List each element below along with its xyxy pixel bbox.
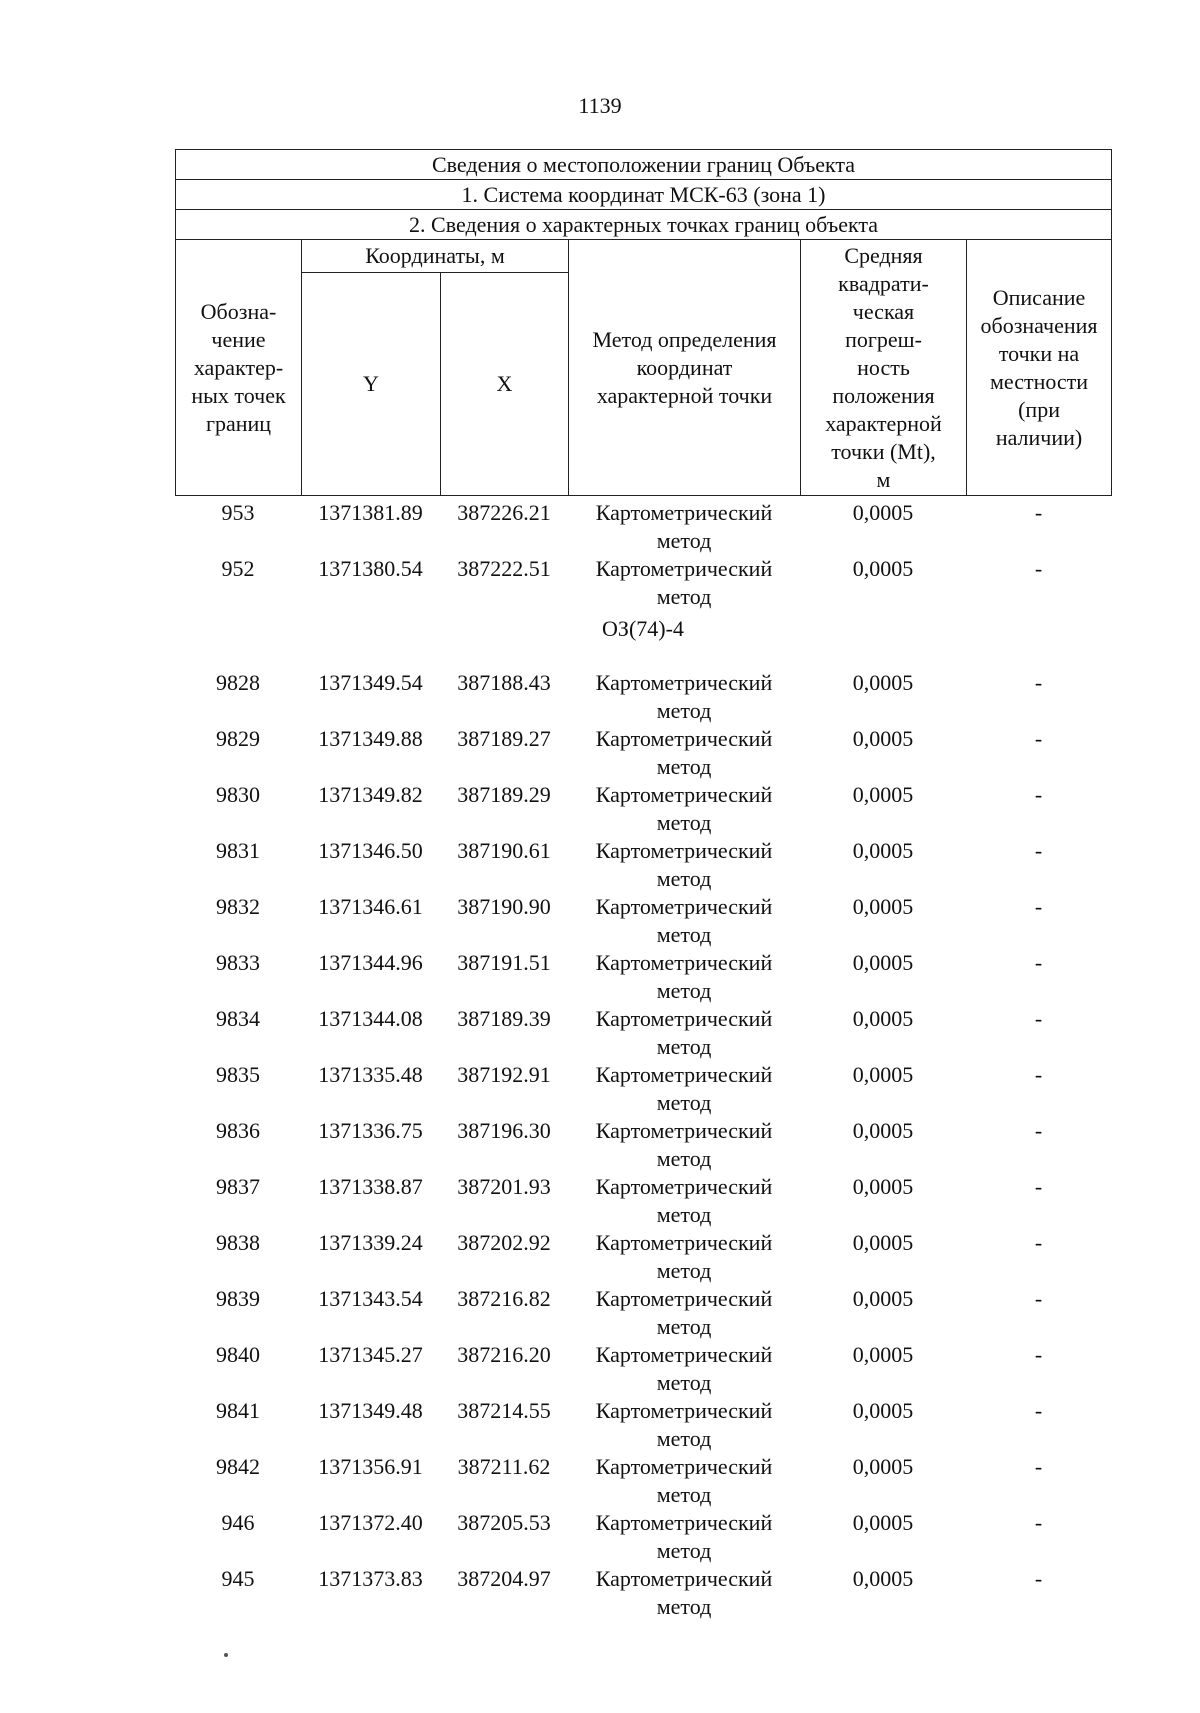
method-line: метод bbox=[656, 754, 712, 779]
section-title: 2. Сведения о характерных точках границ объекта bbox=[176, 210, 1112, 240]
table-row bbox=[175, 1565, 1111, 1621]
page-number: 1139 bbox=[578, 93, 622, 118]
table-row bbox=[175, 781, 1111, 837]
method-line: Картометрический bbox=[595, 1342, 773, 1367]
method bbox=[568, 1173, 800, 1229]
method-line: метод bbox=[656, 1146, 712, 1171]
mean-error: 0,0005 bbox=[852, 1062, 914, 1087]
point-description: - bbox=[1034, 556, 1043, 581]
table-row bbox=[175, 555, 1111, 611]
method bbox=[568, 1061, 800, 1117]
point-id: 952 bbox=[221, 556, 255, 581]
point-id: 9829 bbox=[216, 726, 260, 751]
method-line: Картометрический bbox=[595, 1174, 773, 1199]
point-id: 9841 bbox=[216, 1398, 260, 1423]
method-line: метод bbox=[656, 866, 712, 891]
method-line: Картометрический bbox=[595, 670, 773, 695]
table-row bbox=[175, 893, 1111, 949]
coord-x: 387205.53 bbox=[457, 1510, 551, 1535]
coord-y: 1371349.88 bbox=[318, 726, 423, 751]
coord-y: 1371339.24 bbox=[318, 1230, 423, 1255]
point-description: - bbox=[1034, 1062, 1043, 1087]
method-line: метод bbox=[656, 1202, 712, 1227]
point-description: - bbox=[1034, 500, 1043, 525]
mean-error: 0,0005 bbox=[852, 1566, 914, 1591]
table-row bbox=[175, 1061, 1111, 1117]
method bbox=[568, 669, 800, 725]
method-line: Картометрический bbox=[595, 838, 773, 863]
point-description: - bbox=[1034, 950, 1043, 975]
point-id: 9834 bbox=[216, 1006, 260, 1031]
method-line: Картометрический bbox=[595, 1510, 773, 1535]
method-line: метод bbox=[656, 1370, 712, 1395]
method bbox=[568, 1285, 800, 1341]
method-line: метод bbox=[656, 1090, 712, 1115]
point-description: - bbox=[1034, 1510, 1043, 1535]
method bbox=[568, 893, 800, 949]
method-line: Картометрический bbox=[595, 782, 773, 807]
mean-error: 0,0005 bbox=[852, 782, 914, 807]
method-line: метод bbox=[656, 810, 712, 835]
point-description: - bbox=[1034, 1230, 1043, 1255]
method-line: метод bbox=[656, 584, 712, 609]
coord-y: 1371349.48 bbox=[318, 1398, 423, 1423]
table-row bbox=[175, 949, 1111, 1005]
coord-y: 1371336.75 bbox=[318, 1118, 423, 1143]
col-coordinates: Координаты, м bbox=[302, 240, 569, 273]
coordinate-system: 1. Система координат МСК-63 (зона 1) bbox=[176, 180, 1112, 210]
header-table bbox=[175, 149, 1112, 496]
coord-x: 387222.51 bbox=[457, 556, 551, 581]
table-row bbox=[175, 1285, 1111, 1341]
method-line: Картометрический bbox=[595, 1454, 773, 1479]
mean-error: 0,0005 bbox=[852, 726, 914, 751]
method-line: метод bbox=[656, 1482, 712, 1507]
point-description: - bbox=[1034, 1398, 1043, 1423]
mean-error: 0,0005 bbox=[852, 500, 914, 525]
coord-x: 387216.82 bbox=[457, 1286, 551, 1311]
point-id: 9840 bbox=[216, 1342, 260, 1367]
method-line: метод bbox=[656, 1314, 712, 1339]
table-row bbox=[175, 1229, 1111, 1285]
method-line: Картометрический bbox=[595, 1062, 773, 1087]
point-id: 9828 bbox=[216, 670, 260, 695]
mean-error: 0,0005 bbox=[852, 894, 914, 919]
point-description: - bbox=[1034, 1006, 1043, 1031]
coord-x: 387189.29 bbox=[457, 782, 551, 807]
point-description: - bbox=[1034, 782, 1043, 807]
method-line: Картометрический bbox=[595, 950, 773, 975]
col-x: X bbox=[441, 273, 569, 496]
mean-error: 0,0005 bbox=[852, 1118, 914, 1143]
section-label: ОЗ(74)-4 bbox=[602, 616, 684, 641]
table-row bbox=[175, 1341, 1111, 1397]
method bbox=[568, 499, 800, 555]
method-line: метод bbox=[656, 1034, 712, 1059]
method bbox=[568, 949, 800, 1005]
point-description: - bbox=[1034, 838, 1043, 863]
table-row bbox=[175, 1173, 1111, 1229]
coord-x: 387211.62 bbox=[457, 1454, 551, 1479]
method-line: метод bbox=[656, 922, 712, 947]
method bbox=[568, 1341, 800, 1397]
method bbox=[568, 1005, 800, 1061]
method-line: метод bbox=[656, 1258, 712, 1283]
method bbox=[568, 1117, 800, 1173]
coord-y: 1371373.83 bbox=[318, 1566, 423, 1591]
method-line: Картометрический bbox=[595, 894, 773, 919]
table-row bbox=[175, 1509, 1111, 1565]
coord-x: 387214.55 bbox=[457, 1398, 551, 1423]
method-line: Картометрический bbox=[595, 1006, 773, 1031]
method-line: метод bbox=[656, 1594, 712, 1619]
coord-y: 1371349.82 bbox=[318, 782, 423, 807]
point-id: 945 bbox=[221, 1566, 255, 1591]
point-description: - bbox=[1034, 1286, 1043, 1311]
col-y: Y bbox=[302, 273, 441, 496]
coord-x: 387189.27 bbox=[457, 726, 551, 751]
mean-error: 0,0005 bbox=[852, 1286, 914, 1311]
method bbox=[568, 1229, 800, 1285]
method bbox=[568, 781, 800, 837]
coord-x: 387190.61 bbox=[457, 838, 551, 863]
method-line: Картометрический bbox=[595, 1230, 773, 1255]
method-line: Картометрический bbox=[595, 726, 773, 751]
scan-speck bbox=[224, 1653, 228, 1657]
coord-y: 1371345.27 bbox=[318, 1342, 423, 1367]
point-id: 9832 bbox=[216, 894, 260, 919]
mean-error: 0,0005 bbox=[852, 1398, 914, 1423]
mean-error: 0,0005 bbox=[852, 1006, 914, 1031]
mean-error: 0,0005 bbox=[852, 670, 914, 695]
method bbox=[568, 555, 800, 611]
coord-y: 1371338.87 bbox=[318, 1174, 423, 1199]
coord-y: 1371346.50 bbox=[318, 838, 423, 863]
coord-x: 387216.20 bbox=[457, 1342, 551, 1367]
coord-x: 387189.39 bbox=[457, 1006, 551, 1031]
method-line: Картометрический bbox=[595, 1286, 773, 1311]
col-method: Метод определения координат характерной точки bbox=[569, 240, 801, 496]
mean-error: 0,0005 bbox=[852, 1174, 914, 1199]
point-id: 9833 bbox=[216, 950, 260, 975]
mean-error: 0,0005 bbox=[852, 950, 914, 975]
coord-x: 387191.51 bbox=[457, 950, 551, 975]
point-description: - bbox=[1034, 726, 1043, 751]
point-id: 9842 bbox=[216, 1454, 260, 1479]
coord-x: 387202.92 bbox=[457, 1230, 551, 1255]
points-table bbox=[175, 499, 1111, 1621]
table-row bbox=[175, 499, 1111, 555]
mean-error: 0,0005 bbox=[852, 1230, 914, 1255]
method bbox=[568, 1453, 800, 1509]
coord-y: 1371343.54 bbox=[318, 1286, 423, 1311]
mean-error: 0,0005 bbox=[852, 556, 914, 581]
method bbox=[568, 1397, 800, 1453]
point-description: - bbox=[1034, 1342, 1043, 1367]
method-line: Картометрический bbox=[595, 1566, 773, 1591]
coord-x: 387190.90 bbox=[457, 894, 551, 919]
method bbox=[568, 837, 800, 893]
table-row bbox=[175, 1005, 1111, 1061]
point-id: 953 bbox=[221, 500, 255, 525]
coord-y: 1371372.40 bbox=[318, 1510, 423, 1535]
method-line: метод bbox=[656, 528, 712, 553]
coord-x: 387204.97 bbox=[457, 1566, 551, 1591]
point-id: 9830 bbox=[216, 782, 260, 807]
table-row bbox=[175, 1397, 1111, 1453]
point-description: - bbox=[1034, 1454, 1043, 1479]
point-description: - bbox=[1034, 1118, 1043, 1143]
table-title: Сведения о местоположении границ Объекта bbox=[176, 150, 1112, 180]
table-row bbox=[175, 1453, 1111, 1509]
method-line: метод bbox=[656, 698, 712, 723]
coord-y: 1371335.48 bbox=[318, 1062, 423, 1087]
table-row bbox=[175, 837, 1111, 893]
coord-y: 1371356.91 bbox=[318, 1454, 423, 1479]
method-line: Картометрический bbox=[595, 1398, 773, 1423]
method bbox=[568, 1565, 800, 1621]
point-id: 9836 bbox=[216, 1118, 260, 1143]
method-line: Картометрический bbox=[595, 1118, 773, 1143]
method bbox=[568, 1509, 800, 1565]
coord-x: 387192.91 bbox=[457, 1062, 551, 1087]
coord-y: 1371346.61 bbox=[318, 894, 423, 919]
point-id: 946 bbox=[221, 1510, 255, 1535]
method-line: Картометрический bbox=[595, 500, 773, 525]
point-id: 9839 bbox=[216, 1286, 260, 1311]
point-description: - bbox=[1034, 1566, 1043, 1591]
point-id: 9837 bbox=[216, 1174, 260, 1199]
method-line: метод bbox=[656, 1538, 712, 1563]
coord-x: 387196.30 bbox=[457, 1118, 551, 1143]
method-line: метод bbox=[656, 978, 712, 1003]
col-designation: Обозна- чение характер- ных точек границ bbox=[176, 240, 302, 496]
col-description: Описание обозначения точки на местности (при наличии) bbox=[967, 240, 1112, 496]
point-description: - bbox=[1034, 670, 1043, 695]
coord-y: 1371344.08 bbox=[318, 1006, 423, 1031]
table-row bbox=[175, 1117, 1111, 1173]
table-row bbox=[175, 725, 1111, 781]
method bbox=[568, 725, 800, 781]
coord-y: 1371380.54 bbox=[318, 556, 423, 581]
mean-error: 0,0005 bbox=[852, 1510, 914, 1535]
mean-error: 0,0005 bbox=[852, 1342, 914, 1367]
coord-y: 1371344.96 bbox=[318, 950, 423, 975]
method-line: Картометрический bbox=[595, 556, 773, 581]
point-description: - bbox=[1034, 894, 1043, 919]
section-row bbox=[175, 611, 1111, 669]
mean-error: 0,0005 bbox=[852, 1454, 914, 1479]
point-description: - bbox=[1034, 1174, 1043, 1199]
col-error: Средняя квадрати- ческая погреш- ность положения характерной точки (Mt), м bbox=[801, 240, 967, 496]
method-line: метод bbox=[656, 1426, 712, 1451]
point-id: 9838 bbox=[216, 1230, 260, 1255]
coord-y: 1371349.54 bbox=[318, 670, 423, 695]
mean-error: 0,0005 bbox=[852, 838, 914, 863]
coord-x: 387226.21 bbox=[457, 500, 551, 525]
coord-x: 387188.43 bbox=[457, 670, 551, 695]
point-id: 9831 bbox=[216, 838, 260, 863]
point-id: 9835 bbox=[216, 1062, 260, 1087]
table-row bbox=[175, 669, 1111, 725]
coord-y: 1371381.89 bbox=[318, 500, 423, 525]
coord-x: 387201.93 bbox=[457, 1174, 551, 1199]
